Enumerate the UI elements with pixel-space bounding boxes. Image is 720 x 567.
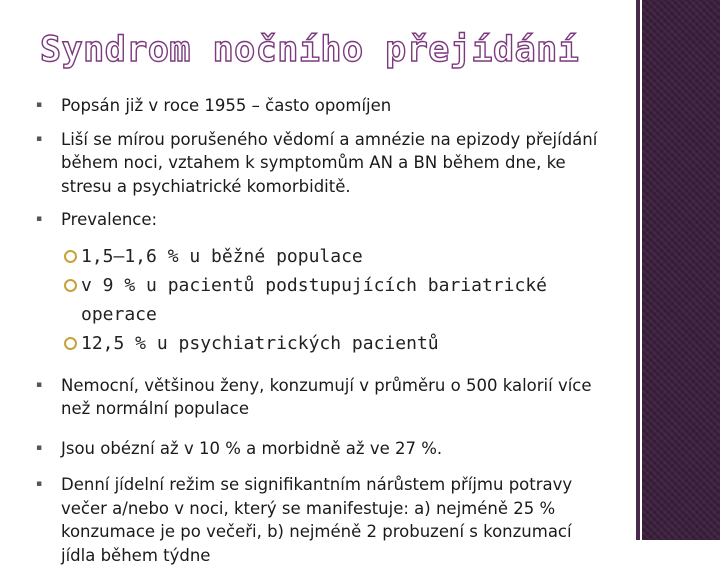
- bullet-item: [34, 208, 604, 232]
- sub-bullet-text: 12,5 % u psychiatrických pacientů: [81, 332, 439, 354]
- bullet-text: Prevalence:: [61, 210, 158, 229]
- ring-bullet-icon: [64, 337, 77, 350]
- bullet-item: [34, 374, 604, 421]
- bullet-text: Liší se mírou porušeného vědomí a amnézie na epizody přejídání během noci, vztahem k symptomům AN a BN během dne, ke stresu a psychiatrické komorbiditě.: [61, 129, 598, 196]
- sub-bullet-text: 1,5–1,6 % u běžné populace: [81, 245, 363, 267]
- slide-title: Syndrom nočního přejídání: [40, 30, 580, 70]
- ring-bullet-icon: [64, 279, 77, 292]
- bullet-marker-icon: ▪: [35, 133, 43, 144]
- sidebar-divider: [636, 0, 640, 540]
- sub-bullet-text: v 9 % u pacientů podstupujících bariatrické operace: [81, 274, 547, 325]
- ring-bullet-icon: [64, 250, 77, 263]
- bullet-marker-icon: ▪: [35, 479, 43, 489]
- sub-bullet-item: [34, 242, 604, 271]
- bullet-text: Denní jídelní režim se signifikantním nárůstem příjmu potravy večer a/nebo v noci, který se manifestuje: a) nejméně 25 % konzumace je po večeři, b) nejméně 2 probuzení s konzumací jídla během týdne: [61, 475, 573, 565]
- bullet-item: [34, 128, 604, 199]
- sub-bullet-item: [34, 271, 604, 329]
- decorative-sidebar: [642, 0, 720, 540]
- bullet-marker-icon: ▪: [35, 100, 43, 110]
- bullet-marker-icon: ▪: [35, 442, 43, 453]
- bullet-text: Popsán již v roce 1955 – často opomíjen: [61, 96, 392, 115]
- bullet-item: [34, 473, 604, 567]
- bullet-text: Nemocní, většinou ženy, konzumují v průměru o 500 kalorií více než normální populace: [61, 375, 592, 418]
- bullet-item: [34, 94, 604, 118]
- slide-content: [34, 94, 604, 567]
- bullet-marker-icon: ▪: [35, 214, 43, 224]
- sub-bullet-item: [34, 329, 604, 358]
- bullet-item: [34, 437, 604, 461]
- bullet-marker-icon: ▪: [35, 379, 43, 390]
- bullet-text: Jsou obézní až v 10 % a morbidně až ve 27 %.: [61, 438, 443, 458]
